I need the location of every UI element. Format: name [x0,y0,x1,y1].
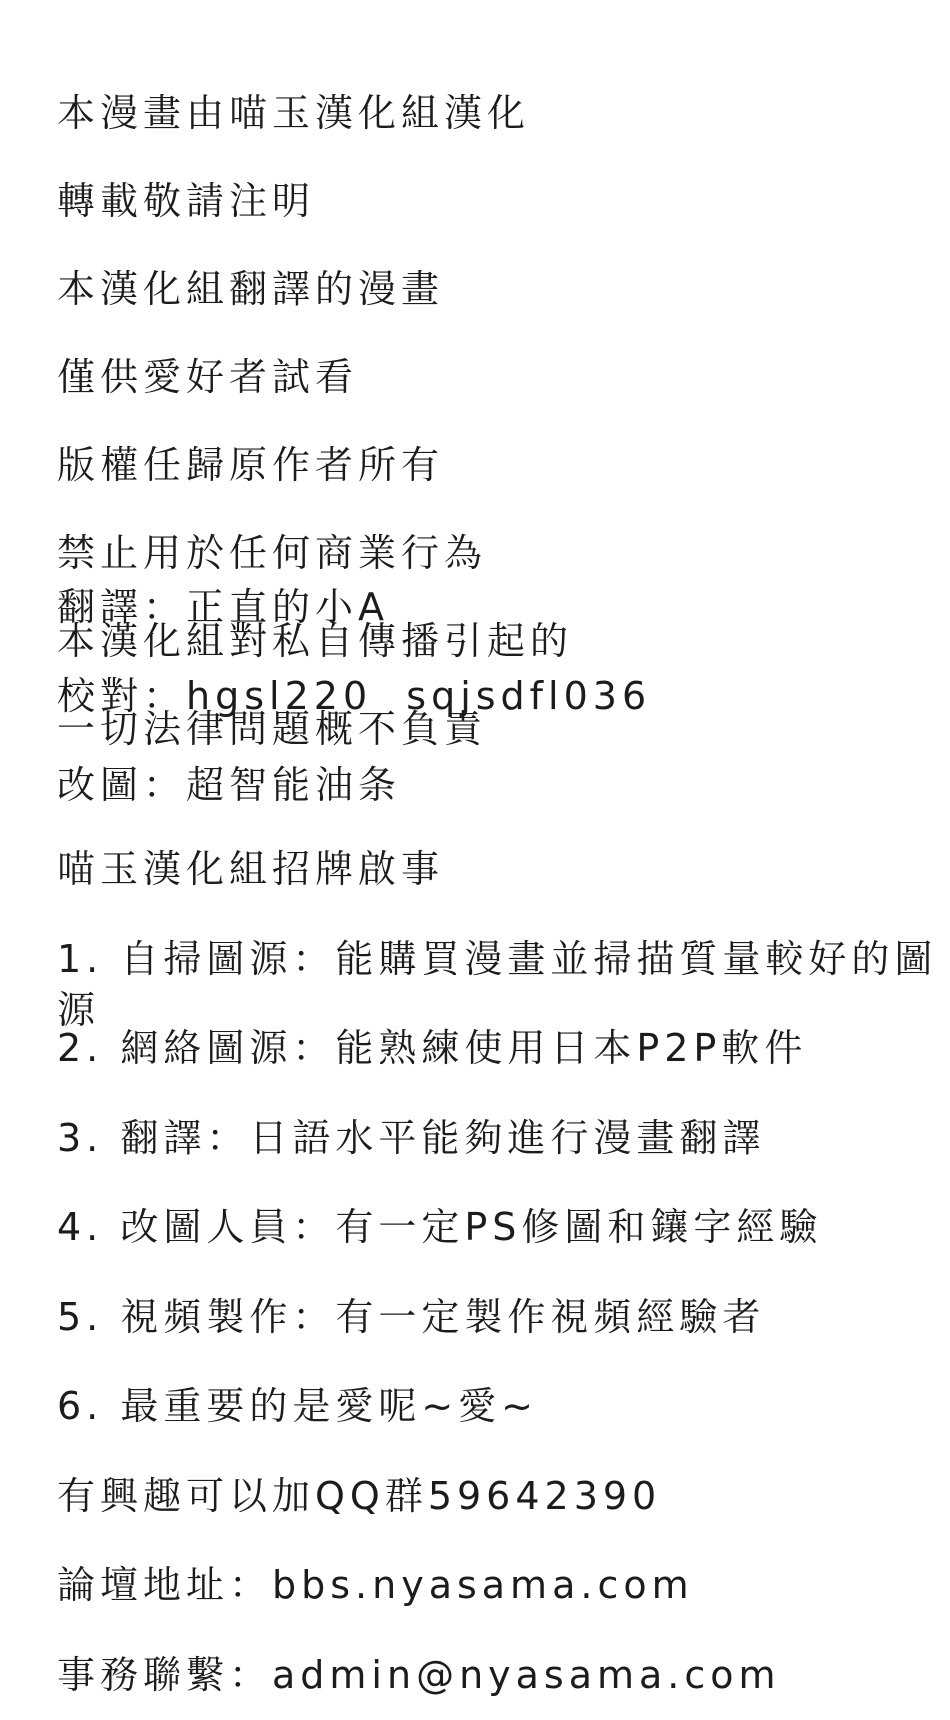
disclaimer-line: 僅供愛好者試看 [57,355,359,399]
disclaimer-line: 本漢化組翻譯的漫畫 [57,267,445,311]
disclaimer-line: 禁止用於任何商業行為 [57,531,488,575]
contact-qq-group: 有興趣可以加QQ群59642390 [57,1473,662,1518]
credit-role: 翻譯 [57,585,144,629]
recruitment-item: 6. 最重要的是愛呢~愛~ [57,1384,539,1428]
disclaimer-line: 轉載敬請注明 [57,179,316,223]
credit-line-editor [57,760,651,811]
credit-separator: ： [143,674,187,718]
disclaimer-line: 版權任歸原作者所有 [57,443,445,487]
recruitment-item: 1. 自掃圖源：能購買漫畫並掃描質量較好的圖源 [57,936,938,1032]
credit-line-proofreader [57,671,651,722]
contact-email: 事務聯繫：admin@nyasama.com [57,1652,781,1697]
credit-name: hgsl220 sqjsdfl036 [186,674,652,718]
credit-name: 超智能油条 [186,763,402,807]
disclaimer-line: 本漢化組對私自傳播引起的 [57,619,574,663]
recruitment-item: 3. 翻譯：日語水平能夠進行漫畫翻譯 [57,1115,766,1160]
credit-name: 正直的小A [186,585,390,629]
credit-line-translator [57,582,651,633]
recruitment-section [57,806,950,1720]
credit-separator: ： [143,585,187,629]
credit-role: 改圖 [57,763,144,807]
recruitment-item: 4. 改圖人員：有一定PS修圖和鑲字經驗 [57,1205,823,1249]
credit-separator: ： [143,763,187,807]
disclaimer-line: 本漫畫由喵玉漢化組漢化 [57,91,531,135]
credits-section [57,544,651,830]
recruitment-item: 5. 視頻製作：有一定製作視頻經驗者 [57,1294,766,1339]
contact-forum-address: 論壇地址：bbs.nyasama.com [57,1563,694,1607]
credit-role: 校對 [57,674,144,718]
disclaimer-line: 一切法律問題概不負責 [57,707,488,751]
recruitment-item: 2. 網絡圖源：能熟練使用日本P2P軟件 [57,1026,808,1070]
recruitment-title: 喵玉漢化組招牌啟事 [57,847,445,891]
